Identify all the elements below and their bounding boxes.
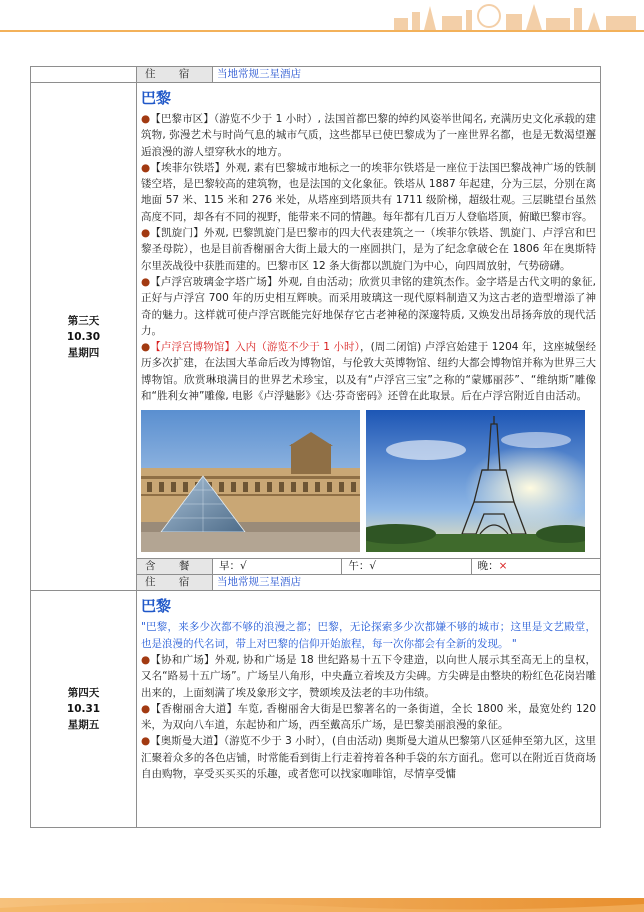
day4-para-concorde: ●【协和广场】外观, 协和广场是 18 世纪路易十五下令建造，以向世人展示其至高无上的皇权，又名“路易十五广场”。广场呈八角形，中央矗立着埃及方尖碑。方尖碑是由整块的粉红色花岗岩雕出来的，上面刻满了埃及象形文字，赞颂埃及法老的丰功伟绩。 bbox=[141, 653, 596, 699]
day4-para-champs: ●【香榭丽舍大道】车览, 香榭丽舍大街是巴黎著名的一条街道，全长 1800 米，最宽处约 120 米，为双向八车道，东起协和广场，西至戴高乐广场，是巴黎美丽浪漫的象征。 bbox=[141, 702, 597, 732]
day3-content bbox=[137, 83, 601, 559]
day4-cell bbox=[31, 591, 137, 828]
day4-date: 10.31 bbox=[66, 703, 101, 716]
header-rule bbox=[0, 30, 644, 32]
hotel-row-prev bbox=[31, 67, 601, 83]
day3-weekday: 星期四 bbox=[67, 346, 100, 359]
footer-decoration bbox=[0, 898, 644, 912]
header-decoration bbox=[0, 0, 644, 30]
day4-day: 第四天 bbox=[67, 687, 100, 700]
day4-city: 巴黎 bbox=[141, 597, 172, 616]
eiffel-photo bbox=[366, 410, 585, 552]
hotel-value: 当地常规三星酒店 bbox=[213, 67, 601, 83]
day3-para-arc: ●【凯旋门】外观, 巴黎凯旋门是巴黎市的四大代表建筑之一（埃菲尔铁塔、凯旋门、卢浮宫和巴黎圣母院），也是目前香榭丽舍大街上最大的一座圆拱门，是为了纪念拿破仑在 1806 年在奥斯特尔里茨战役中获胜而建的。巴黎市区 12 条大街都以凯旋门为中心，向四周放射，气势磅礴。 bbox=[141, 227, 596, 272]
day3-para-louvre: ●【卢浮宫博物馆】入内（游览不少于 1 小时），(周二闭馆) 卢浮宫始建于 1204 年，这座城堡经历多次扩建，在法国大革命后改为博物馆，与伦敦大英博物馆、纽约大都会博物馆并称为世界三大博物馆。欣赏琳琅满目的世界艺术珍宝，以及有“卢浮宫三宝”之称的“蒙娜丽莎”、“维纳斯”雕像和“胜利女神”雕像, 电影《卢浮魅影》《达·芬奇密码》还曾在此取景。后在卢浮宫附近自由活动。 bbox=[141, 341, 596, 403]
day3-cell bbox=[31, 83, 137, 591]
day4-weekday: 星期五 bbox=[67, 719, 100, 732]
day3-photos bbox=[141, 410, 596, 552]
louvre-photo bbox=[141, 410, 360, 552]
meals-values bbox=[213, 559, 601, 575]
day4-content bbox=[137, 591, 601, 828]
hotel-label: 住 宿 bbox=[137, 575, 213, 591]
day3-day: 第三天 bbox=[67, 314, 100, 327]
itinerary-table bbox=[30, 66, 601, 828]
day3-para-paris: ●【巴黎市区】（游览不少于 1 小时）, 法国首都巴黎的绰约风姿举世闻名, 充满历史文化承载的建筑物, 弥漫艺术与时尚气息的城市气质，这些都早已使巴黎成为了一座世界名都，也是无数渴望邂逅浪漫的游人望穿秋水的地方。 bbox=[141, 113, 596, 158]
day4-para-haussmann: ●【奥斯曼大道】（游览不少于 3 小时），(自由活动) 奥斯曼大道从巴黎第八区延伸至第九区，这里汇聚着众多的各色店铺，时常能看到街上行走着挎着各种手袋的东方面孔。您可以在附近百货商场自由购物，享受买买买的乐趣，或者您可以找家咖啡馆，尽情享受慵 bbox=[141, 735, 596, 781]
day3-row bbox=[31, 83, 601, 559]
meals-label: 含 餐 bbox=[137, 559, 213, 575]
day3-para-eiffel: ●【埃菲尔铁塔】外观, 素有巴黎城市地标之一的埃菲尔铁塔是一座位于法国巴黎战神广场的铁制镂空塔，是巴黎较高的建筑物，也是法国的文化象征。铁塔从 1887 年起建，分为三层，分别在离地面 57 米、115 米和 276 米处，从塔座到塔顶共有 1711 级阶梯，超级壮观。三层眺望台虽然高度不同，却各有不同的视野，能带来不同的情趣。每年都有几百万人登临塔顶，俯瞰巴黎市容。 bbox=[141, 161, 596, 223]
hotel-value: 当地常规三星酒店 bbox=[213, 575, 601, 591]
day3-city: 巴黎 bbox=[141, 89, 172, 107]
footer-wave-icon bbox=[0, 898, 644, 912]
day3-date: 10.30 bbox=[66, 330, 101, 343]
meal-breakfast: 早：√ bbox=[219, 560, 247, 573]
meal-lunch: 午：√ bbox=[341, 559, 470, 574]
meal-dinner: 晚：× bbox=[471, 559, 600, 574]
day4-row bbox=[31, 591, 601, 828]
day3-para-pyramid: ●【卢浮宫玻璃金字塔广场】外观, 自由活动；欣赏贝聿铭的建筑杰作。金字塔是古代文明的象征, 正好与卢浮宫 700 年的历史相互辉映。而采用玻璃这一现代原料制造又为这古老的造型增添了神奇的魅力。这样就可使卢浮宫既能完好地保存它古老神秘的深邃特质, 又焕发出昂扬奔放的现代活力。 bbox=[141, 275, 596, 337]
day4-intro: "巴黎，来多少次都不够的浪漫之都；巴黎，无论探索多少次都嫌不够的城市；这里是文艺殿堂，也是浪漫的代名词，带上对巴黎的信仰开始旅程，每一次你都会有全新的发现。 " bbox=[141, 621, 596, 650]
day-cell-empty bbox=[31, 67, 137, 83]
hotel-label: 住 宿 bbox=[137, 67, 213, 83]
city-skyline-icon bbox=[384, 0, 644, 30]
